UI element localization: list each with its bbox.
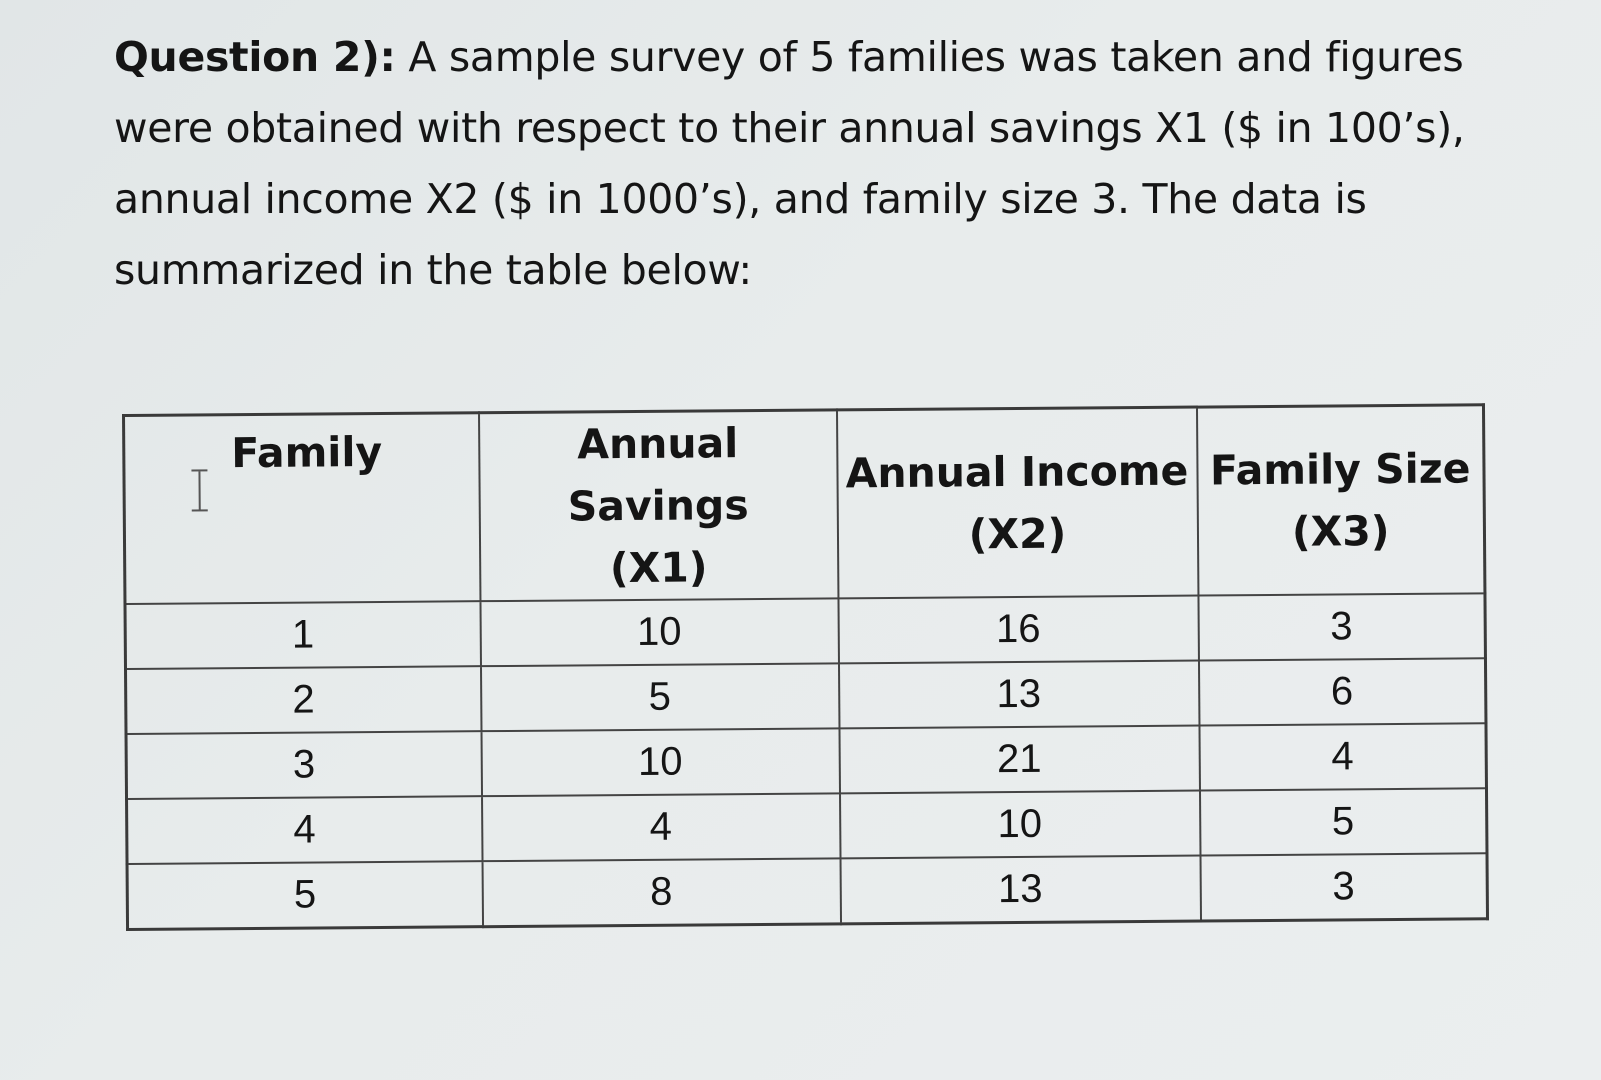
cell-income: 16 <box>838 596 1198 664</box>
cell-savings: 4 <box>482 793 840 861</box>
cell-income: 10 <box>840 791 1200 859</box>
table-header-row <box>124 405 1485 604</box>
text-cursor-icon <box>187 468 211 512</box>
table-row <box>127 853 1487 929</box>
data-table-container <box>122 403 1486 931</box>
cell-size: 4 <box>1199 723 1487 790</box>
cell-family: 4 <box>127 796 482 864</box>
cell-savings: 8 <box>482 858 841 926</box>
header-annual-savings: Annual Savings (X1) <box>479 410 838 601</box>
question-paragraph <box>114 22 1554 306</box>
table-row <box>126 658 1486 734</box>
question-label: Question 2): <box>114 33 396 81</box>
cell-income: 13 <box>838 661 1198 729</box>
cell-income: 21 <box>839 726 1199 794</box>
cell-size: 3 <box>1198 593 1486 660</box>
cell-size: 5 <box>1199 788 1487 855</box>
cell-savings: 5 <box>480 663 838 731</box>
cell-family: 1 <box>125 601 480 669</box>
header-family: Family <box>124 413 480 604</box>
cell-family: 2 <box>126 666 481 734</box>
cell-family: 5 <box>127 861 483 929</box>
table-row <box>125 593 1485 669</box>
cell-size: 3 <box>1200 853 1488 921</box>
question-text: A sample survey of 5 families was taken and figures were obtained with respect to their annual savings X1 ($ in 100’s), annual income X2 ($ in 1000’s), and family size 3. The data is summarized in the table below: <box>114 33 1465 294</box>
cell-savings: 10 <box>480 598 838 666</box>
cell-savings: 10 <box>481 728 839 796</box>
cell-size: 6 <box>1198 658 1486 725</box>
table-row <box>126 723 1486 799</box>
header-family-size: Family Size (X3) <box>1196 405 1484 596</box>
data-table <box>122 403 1489 931</box>
header-annual-income: Annual Income (X2) <box>836 407 1197 598</box>
cell-family: 3 <box>126 731 481 799</box>
table-row <box>127 788 1487 864</box>
cell-income: 13 <box>840 856 1201 924</box>
